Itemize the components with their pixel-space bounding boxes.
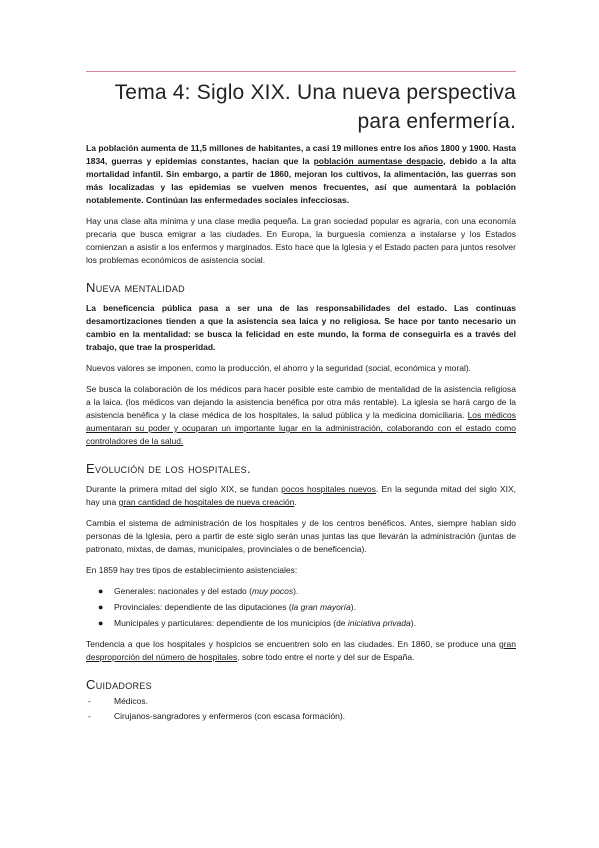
text-run: Cirujanos-sangradores y enfermeros (con escasa formación).: [114, 711, 346, 721]
mentalidad-paragraph-1: La beneficencia pública pasa a ser una de las responsabilidades del estado. Las continuas desamortizaciones tienden a que la asistencia sea laica y no religiosa. Se hace por tanto necesario un cambio en la mentalidad: se busca la felicidad en este mundo, la forma de conseguirla es a través del trabajo, que trae la prosperidad.: [86, 303, 516, 352]
text-run: Tendencia a que los hospitales y hospicios se encuentren solo en las ciudades. En 1860, se produce una: [86, 639, 499, 649]
underlined-text: gran desproporción del número de hospitales: [86, 639, 516, 662]
body-content: [86, 142, 516, 725]
bullet-icon: ●: [98, 586, 104, 596]
text-run: , sobre todo entre el norte y del sur de España.: [237, 652, 415, 662]
text-run: . En la segunda mitad del siglo XIX, hay una: [86, 484, 516, 507]
title-line-1: Tema 4: Siglo XIX. Una nueva perspectiva: [114, 81, 516, 104]
text-run: .: [294, 497, 297, 507]
dash-icon: -: [88, 711, 91, 721]
text-run: Durante la primera mitad del siglo XIX, se fundan: [86, 484, 282, 494]
bullet-icon: ●: [98, 602, 104, 612]
title-rule: [86, 71, 516, 72]
underlined-text: gran cantidad de hospitales de nueva creación: [118, 497, 295, 507]
hospitales-paragraph-4: [86, 638, 516, 664]
bullet-icon: ●: [98, 618, 104, 628]
text-run: La población aumenta de 11,5 millones de habitantes, a casi 19 millones entre los años 1800 y 1900. Hasta 1834, guerras y epidemias constantes, hacían que la: [86, 143, 516, 166]
underlined-text: población aumentase despacio: [313, 156, 444, 166]
hospitales-paragraph-2: Cambia el sistema de administración de los hospitales y de los centros benéficos. Antes, siempre habían sido personas de la Iglesia, pero a partir de este siglo serán unas juntas las que llevarán la administración (juntas de patronato, mixtas, de damas, municipales, provinciales o de beneficencia).: [86, 518, 516, 554]
text-run: Municipales y particulares: dependiente de los municipios (de: [114, 618, 348, 628]
text-run: Generales: nacionales y del estado (: [114, 586, 252, 596]
intro-paragraph-1: [86, 142, 516, 207]
mentalidad-paragraph-2: Nuevos valores se imponen, como la producción, el ahorro y la seguridad (social, económica y moral).: [86, 363, 472, 373]
mentalidad-paragraph-3: [86, 383, 516, 448]
dash-icon: -: [88, 696, 91, 706]
list-item: [98, 585, 516, 598]
text-run: Se busca la colaboración de los médicos para hacer posible este cambio de mentalidad de la asistencia religiosa a la laica. (los médicos van dejando la asistencia benéfica por otra más rentable). La iglesia se hará cargo de la asistencia benéfica y la clase médica de los hospitales, la salud pública y la medicina domiciliaria.: [86, 384, 516, 420]
italic-text: iniciativa privada: [347, 618, 411, 628]
italic-text: muy pocos: [251, 586, 294, 596]
cuidadores-list: [86, 695, 516, 723]
hospitales-paragraph-3: En 1859 hay tres tipos de establecimiento asistenciales:: [86, 565, 298, 575]
text-run: ).: [350, 602, 356, 612]
text-run: ).: [410, 618, 416, 628]
heading-nueva-mentalidad: Nueva mentalidad: [86, 280, 185, 295]
list-item: [88, 710, 516, 723]
hospitales-paragraph-1: [86, 483, 516, 509]
heading-cuidadores: Cuidadores: [86, 677, 152, 692]
intro-paragraph-2: Hay una clase alta mínima y una clase media pequeña. La gran sociedad popular es agraria, con una economía precaria que busca emigrar a las ciudades. En Europa, la burguesía comienza a instalarse y los Estados comienzan a asistir a los enfermos y marginados. Esto hace que la Iglesia y el Estado pacten para juntos resolver los problemas económicos de asistencia social.: [86, 216, 516, 265]
heading-evolucion-hospitales: Evolución de los hospitales.: [86, 461, 251, 476]
title-line-2: para enfermería.: [357, 110, 516, 133]
list-item: [98, 601, 516, 614]
italic-text: la gran mayoría: [291, 602, 351, 612]
list-item: [88, 695, 516, 708]
establishment-types-list: [86, 585, 516, 630]
text-run: ).: [293, 586, 299, 596]
text-run: Provinciales: dependiente de las diputaciones (: [114, 602, 292, 612]
text-run: Médicos.: [114, 696, 149, 706]
underlined-text: Los médicos aumentaran su poder y ocuparan un importante lugar en la administración, colaborando con el estado como controladores de la salud.: [86, 410, 516, 446]
list-item: [98, 617, 516, 630]
underlined-text: pocos hospitales nuevos: [281, 484, 376, 494]
text-run: , debido a la alta mortalidad infantil. Sin embargo, a partir de 1860, mejoran los cultivos, la alimentación, las guerras son más localizadas y las epidemias se vuelven menos frecuentes, así que aumentará la población notablemente. Continúan las enfermedades sociales infecciosas.: [86, 156, 516, 205]
page-title: [86, 78, 516, 136]
